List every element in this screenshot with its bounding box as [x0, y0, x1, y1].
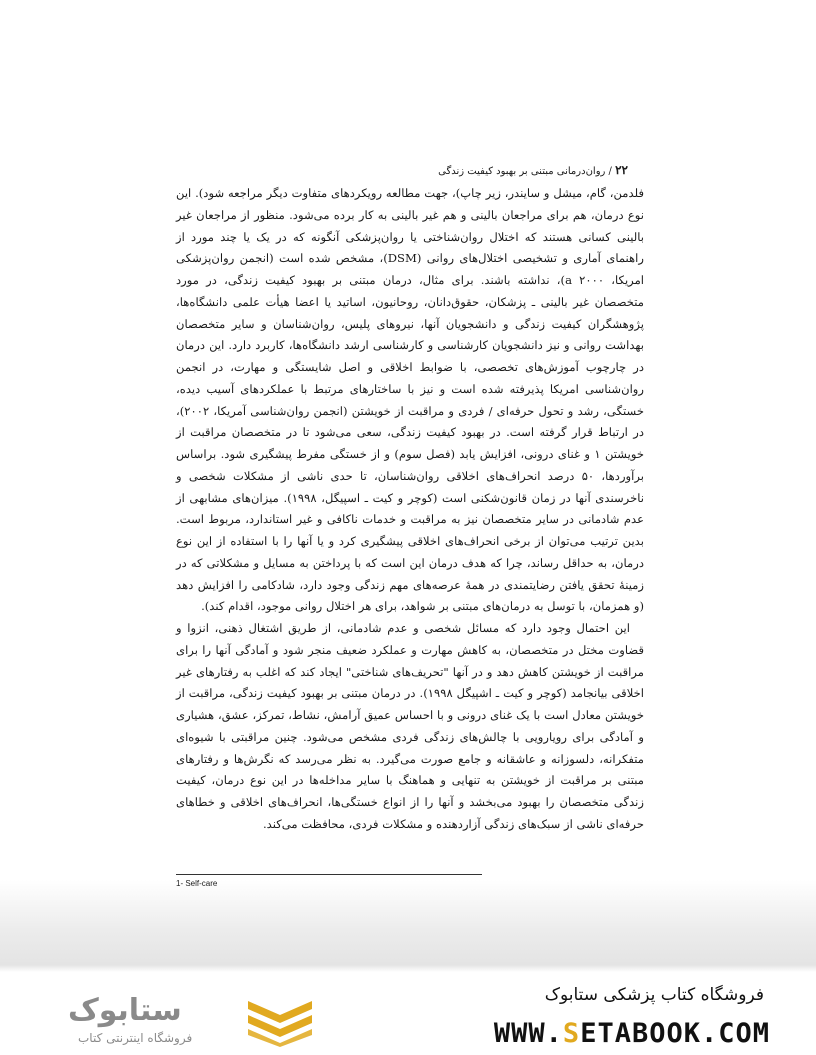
store-url[interactable] — [494, 1018, 770, 1049]
store-footer — [0, 972, 816, 1055]
store-name: فروشگاه کتاب پزشکی ستابوک — [544, 985, 764, 1005]
setabook-logo[interactable] — [68, 993, 324, 1049]
footnote: 1- Self-care — [176, 879, 218, 888]
body-text — [176, 183, 644, 836]
page-number: ۲۲ — [615, 163, 628, 177]
paragraph-1: فلدمن، گام، میشل و سایندر، زیر چاپ)، جهت مطالعه رویکردهای متفاوت دیگر مراجعه شود). این نوع درمان، هم برای مراجعان بالینی و هم غیر بالینی به کار برده می‌شود. منظور از مراجعان غیر بالینی کسانی هستند که اختلال روان‌شناختی یا روان‌پزشکی آنگونه که در یک یا چند مورد از راهنمای آماری و تشخیصی اختلال‌های روانی (DSM)، مشخص شده است (انجمن روان‌پزشکی امریکا، a ۲۰۰۰)، نداشته باشند. برای مثال، درمان مبتنی بر بهبود کیفیت زندگی، در مورد متخصصان غیر بالینی ـ پزشکان، حقوق‌دانان، روحانیون، اساتید یا اعضا هیأت علمی دانشگاه‌ها، پژوهشگران کیفیت زندگی و دانشجویان آنها، نیروهای پلیس، روان‌شناسان و سایر متخصصان بهداشت روانی و نیز دانشجویان کارشناسی و کارشناسی ارشد دانشگاه‌ها، کاربرد دارد. این درمان در چارچوب آموزش‌های تخصصی، با ضوابط اخلاقی و اصل شایستگی و مهارت، در انجمن روان‌شناسی امریکا پذیرفته شده است و نیز با ساختارهای مرتبط با عملکردهای آسیب دیده، خستگی، رشد و تحول حرفه‌ای / فردی و مراقبت از خویشتن (انجمن روان‌شناسی آمریکا، ۲۰۰۲)، در ارتباط قرار گرفته است. در بهبود کیفیت زندگی، سعی می‌شود تا در متخصصان مراقبت از خویشتن ۱ و غنای درونی، افزایش یابد (فصل سوم) و از خستگی مفرط پیشگیری شود. براساس برآوردها، ۵۰ درصد انحراف‌های اخلاقی روان‌شناسان، تا حدی ناشی از مشکلات شخصی و ناخرسندی آنها در زمان قانون‌شکنی است (کوچر و کیت ـ اسپیگل، ۱۹۹۸). میزان‌های مشابهی از عدم شادمانی در سایر متخصصان نیز به مراقبت و خدمات ناکافی و غیر استاندارد، مربوط است. بدین ترتیب می‌توان از برخی انحراف‌های اخلاقی پیشگیری کرد و یا آنها را با استفاده از این نوع درمان، به حداقل رساند، چرا که هدف درمان این است که با پرداختن به مسایل و مشکلاتی که در زمینهٔ تحقق یافتن رضایتمندی در همهٔ عرصه‌های مهم زندگی وجود دارد، شادکامی را افزایش دهد (و همزمان، با توسل به درمان‌های مبتنی بر شواهد، برای هر اختلال روانی موجود، اقدام کند). — [176, 186, 645, 614]
logo-wordmark: ستابوک — [68, 993, 182, 1028]
running-head — [438, 163, 628, 177]
head-separator: / — [608, 166, 612, 177]
url-highlight: S — [562, 1018, 581, 1049]
url-prefix: WWW. — [493, 1018, 563, 1049]
book-title: روان‌درمانی مبتنی بر بهبود کیفیت زندگی — [438, 166, 606, 177]
logo-tagline: فروشگاه اینترنتی کتاب — [78, 1031, 193, 1045]
url-suffix: ETABOOK.COM — [580, 1018, 770, 1049]
paragraph-2: این احتمال وجود دارد که مسائل شخصی و عدم شادمانی، از طریق اشتغال ذهنی، انزوا و قضاوت مختل در متخصصان، به کاهش مهارت و عملکرد ضعیف منجر شود و آمادگی آنها را برای مراقبت از خویشتن کاهش دهد و در آنها "تحریف‌های شناختی" ایجاد کند که اغلب به رفتارهای غیر اخلاقی بیانجامد (کوچر و کیت ـ اشپیگل ۱۹۹۸). در درمان مبتنی بر بهبود کیفیت زندگی، مراقبت از خویشتن معادل است با یک غنای درونی و با احساس عمیق آرامش، نشاط، تمرکز، عشق، هشیاری و آمادگی برای رویارویی با چالش‌های زندگی فردی مشخص می‌شود. چنین مراقبتی با شیوه‌ای متفکرانه، دلسوزانه و عاشقانه و جامع صورت می‌گیرد. به نظر می‌رسد که نگرش‌ها و رفتارهای مبتنی بر مراقبت از خویشتن به تنهایی و هماهنگ با سایر مداخله‌ها در این نوع درمان، کیفیت زندگی متخصصان را بهبود می‌بخشد و آنها را از انواع خستگی‌ها، انحراف‌های اخلاقی و خطاهای حرفه‌ای ناشی از سبک‌های زندگی آزاردهنده و مشکلات فردی، محافظت می‌کند. — [176, 621, 645, 831]
book-stack-icon — [244, 995, 316, 1047]
footnote-divider — [176, 874, 482, 875]
